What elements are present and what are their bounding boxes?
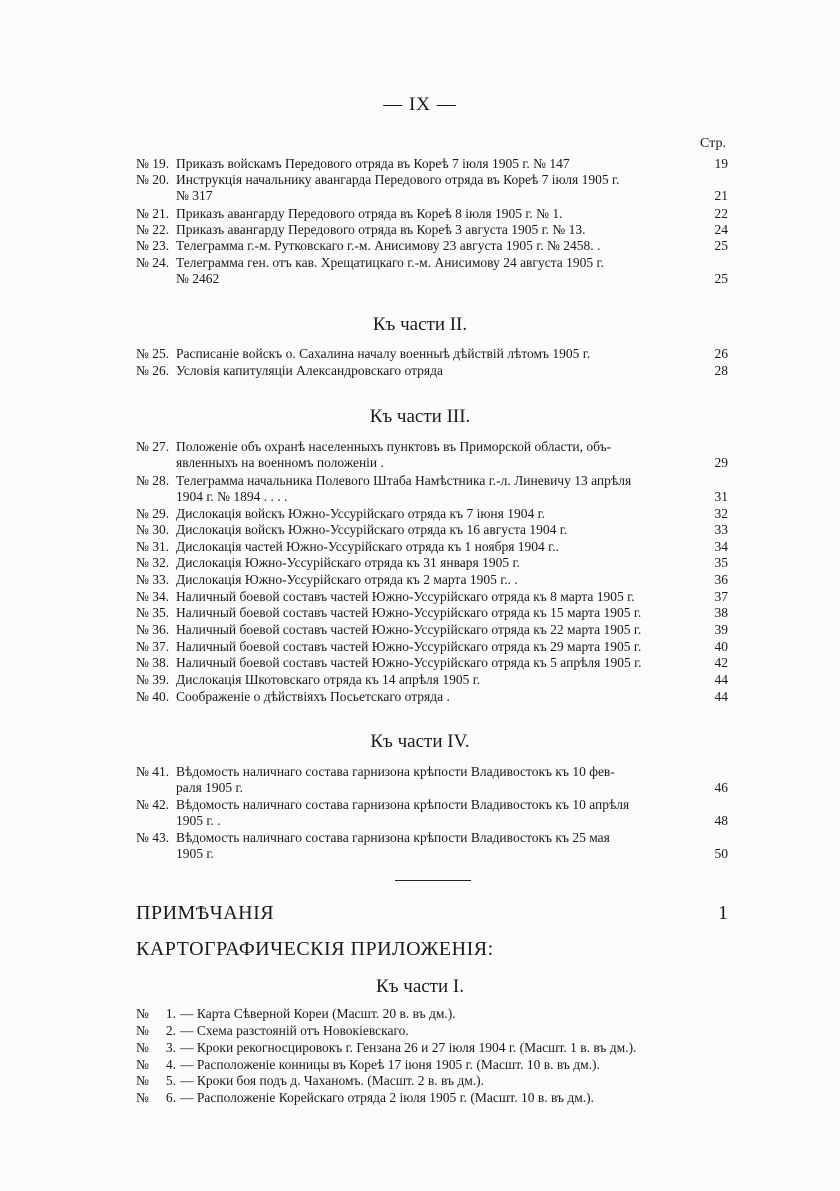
maps-part-i-heading: Къ части I.: [376, 976, 464, 997]
map-number: 5.: [165, 1073, 176, 1088]
entry-number: № 24.: [136, 255, 170, 270]
toc-entry: [136, 797, 728, 828]
toc-entry: [136, 522, 728, 538]
map-title: — Расположеніе Корейскаго отряда 2 іюля 1905 г. (Масшт. 10 в. въ дм.).: [180, 1090, 594, 1105]
entry-page: 19: [714, 156, 728, 171]
map-number-sign: №: [136, 1023, 149, 1038]
entry-page: 25: [714, 238, 728, 253]
entry-number: № 29.: [136, 506, 170, 521]
entry-page: 38: [714, 605, 728, 620]
toc-entry: [136, 255, 728, 286]
map-title: — Кроки боя подъ д. Чаханомъ. (Масшт. 2 в. въ дм.).: [180, 1073, 485, 1088]
toc-entry: [136, 346, 728, 362]
toc-entry: [136, 222, 728, 238]
toc-entry: [136, 473, 728, 504]
entry-number: № 33.: [136, 572, 170, 587]
entry-title: Расписаніе войскъ о. Сахалина началу военныѣ дѣйствій лѣтомъ 1905 г.: [176, 346, 591, 361]
entry-number: № 27.: [136, 439, 170, 454]
map-number-sign: №: [136, 1090, 149, 1105]
entry-title: Наличный боевой составъ частей Южно-Уссурійскаго отряда къ 15 марта 1905 г.: [176, 605, 642, 620]
toc-entry: [136, 439, 728, 470]
page-number: — IX —: [383, 94, 457, 115]
entry-number: № 36.: [136, 622, 170, 637]
map-title: — Схема разстояній отъ Новокіевскаго.: [180, 1023, 409, 1038]
entry-title: Дислокація Южно-Уссурійскаго отряда къ 2 марта 1905 г.. .: [176, 572, 518, 587]
part-ii-heading: Къ части II.: [372, 314, 468, 335]
entry-number: № 31.: [136, 539, 170, 554]
entry-title: Наличный боевой составъ частей Южно-Уссурійскаго отряда къ 22 марта 1905 г.: [176, 622, 642, 637]
entry-title: Телеграмма ген. отъ кав. Хрещатицкаго г.-м. Анисимову 24 августа 1905 г.: [176, 255, 604, 270]
entry-title-cont: № 317: [176, 188, 213, 203]
map-number-sign: №: [136, 1006, 149, 1021]
toc-entry: [136, 238, 728, 254]
entry-title: Приказъ авангарду Передового отряда въ Кореѣ 8 іюля 1905 г. № 1.: [176, 206, 563, 221]
entry-page: 25: [714, 271, 728, 286]
page-column-label: Стр.: [700, 136, 726, 151]
toc-entry: [136, 639, 728, 655]
entry-number: № 37.: [136, 639, 170, 654]
entry-page: 44: [714, 672, 728, 687]
entry-number: № 30.: [136, 522, 170, 537]
entry-page: 50: [714, 846, 728, 861]
entry-title: Вѣдомость наличнаго состава гарнизона крѣпости Владивостокъ къ 10 апрѣля: [176, 797, 630, 812]
toc-entry: [136, 655, 728, 671]
map-number-sign: №: [136, 1073, 149, 1088]
entry-number: № 20.: [136, 172, 170, 187]
entry-title: Телеграмма начальника Полевого Штаба Намѣстника г.-л. Линевичу 13 апрѣля: [176, 473, 632, 488]
entry-title: Инструкція начальнику авангарда Передового отряда въ Кореѣ 7 іюля 1905 г.: [176, 172, 620, 187]
entry-title: Вѣдомость наличнаго состава гарнизона крѣпости Владивостокъ къ 10 фев-: [176, 764, 615, 779]
entry-title-cont: 1904 г. № 1894 . . . .: [176, 489, 288, 504]
toc-entry: [136, 572, 728, 588]
entry-page: 37: [714, 589, 728, 604]
entry-number: № 42.: [136, 797, 170, 812]
entry-page: 22: [714, 206, 728, 221]
toc-entry: [136, 506, 728, 522]
map-number: 2.: [165, 1023, 176, 1038]
entry-page: 33: [714, 522, 728, 537]
entry-page: 28: [714, 363, 728, 378]
entry-number: № 39.: [136, 672, 170, 687]
entry-number: № 23.: [136, 238, 170, 253]
entry-title: Наличный боевой составъ частей Южно-Уссурійскаго отряда къ 29 марта 1905 г.: [176, 639, 642, 654]
toc-entry: [136, 206, 728, 222]
toc-entry: [136, 589, 728, 605]
entry-title-cont: 1905 г.: [176, 846, 214, 861]
entry-number: № 28.: [136, 473, 170, 488]
entry-page: 29: [714, 455, 728, 470]
maps-heading: КАРТОГРАФИЧЕСКІЯ ПРИЛОЖЕНІЯ:: [136, 938, 494, 960]
entry-number: № 38.: [136, 655, 170, 670]
part-iv-heading: Къ части IV.: [370, 731, 470, 752]
entry-title: Приказъ войскамъ Передового отряда въ Кореѣ 7 іюля 1905 г. № 147: [176, 156, 570, 171]
entry-title: Дислокація частей Южно-Уссурійскаго отряда къ 1 ноября 1904 г..: [176, 539, 559, 554]
entry-title: Приказъ авангарду Передового отряда въ Кореѣ 3 августа 1905 г. № 13.: [176, 222, 586, 237]
section-divider: [395, 880, 471, 881]
entry-page: 46: [714, 780, 728, 795]
entry-number: № 22.: [136, 222, 170, 237]
map-title: — Кроки рекогносцировокъ г. Гензана 26 и 27 іюля 1904 г. (Масшт. 1 в. въ дм.).: [180, 1040, 637, 1055]
entry-number: № 40.: [136, 689, 170, 704]
entry-title: Телеграмма г.-м. Рутковскаго г.-м. Анисимову 23 августа 1905 г. № 2458. .: [176, 238, 601, 253]
entry-page: 40: [714, 639, 728, 654]
map-number: 6.: [165, 1090, 176, 1105]
entry-number: № 41.: [136, 764, 170, 779]
entry-title: Дислокація Шкотовскаго отряда къ 14 апрѣля 1905 г.: [176, 672, 481, 687]
entry-title: Наличный боевой составъ частей Южно-Уссурійскаго отряда къ 8 марта 1905 г.: [176, 589, 635, 604]
toc-entry: [136, 539, 728, 555]
entry-title: Положеніе объ охранѣ населенныхъ пунктовъ въ Приморской области, объ-: [176, 439, 612, 454]
entry-number: № 35.: [136, 605, 170, 620]
toc-entry: [136, 172, 728, 203]
notes-page: 1: [718, 902, 728, 924]
entry-page: 34: [714, 539, 728, 554]
entry-page: 32: [714, 506, 728, 521]
entry-title: Дислокація Южно-Уссурійскаго отряда къ 31 января 1905 г.: [176, 555, 520, 570]
notes-heading: ПРИМѢЧАНІЯ: [136, 902, 275, 924]
toc-entry: [136, 830, 728, 861]
entry-title-cont: явленныхъ на военномъ положеніи .: [176, 455, 384, 470]
entry-page: 24: [714, 222, 728, 237]
toc-entry: [136, 156, 728, 172]
entry-page: 39: [714, 622, 728, 637]
map-number: 3.: [165, 1040, 176, 1055]
entry-number: № 21.: [136, 206, 170, 221]
toc-entry: [136, 689, 728, 705]
entry-page: 44: [714, 689, 728, 704]
entry-number: № 26.: [136, 363, 170, 378]
entry-page: 31: [714, 489, 728, 504]
map-number: 4.: [165, 1057, 176, 1072]
entry-page: 36: [714, 572, 728, 587]
entry-title: Дислокація войскъ Южно-Уссурійскаго отряда къ 16 августа 1904 г.: [176, 522, 568, 537]
entry-number: № 43.: [136, 830, 170, 845]
entry-number: № 32.: [136, 555, 170, 570]
entry-number: № 19.: [136, 156, 170, 171]
entry-title: Наличный боевой составъ частей Южно-Уссурійскаго отряда къ 5 апрѣля 1905 г.: [176, 655, 642, 670]
toc-entry: [136, 363, 728, 379]
map-title: — Карта Сѣверной Кореи (Масшт. 20 в. въ дм.).: [180, 1006, 456, 1021]
toc-entry: [136, 672, 728, 688]
entry-page: 35: [714, 555, 728, 570]
entry-title-cont: 1905 г. .: [176, 813, 221, 828]
entry-title-cont: № 2462: [176, 271, 220, 286]
entry-title: Вѣдомость наличнаго состава гарнизона крѣпости Владивостокъ къ 25 мая: [176, 830, 610, 845]
entry-page: 21: [714, 188, 728, 203]
entry-number: № 34.: [136, 589, 170, 604]
toc-entry: [136, 622, 728, 638]
toc-entry: [136, 555, 728, 571]
map-title: — Расположеніе конницы въ Кореѣ 17 іюня 1905 г. (Масшт. 10 в. въ дм.).: [180, 1057, 600, 1072]
entry-page: 48: [714, 813, 728, 828]
entry-title-cont: раля 1905 г.: [176, 780, 243, 795]
map-number-sign: №: [136, 1040, 149, 1055]
part-iii-heading: Къ части III.: [369, 406, 471, 427]
toc-entry: [136, 605, 728, 621]
map-number-sign: №: [136, 1057, 149, 1072]
entry-title: Соображеніе о дѣйствіяхъ Посьетскаго отряда .: [176, 689, 450, 704]
entry-title: Дислокація войскъ Южно-Уссурійскаго отряда къ 7 іюня 1904 г.: [176, 506, 545, 521]
entry-title: Условія капитуляціи Александровскаго отряда: [176, 363, 444, 378]
entry-number: № 25.: [136, 346, 170, 361]
entry-page: 26: [714, 346, 728, 361]
entry-page: 42: [714, 655, 728, 670]
map-number: 1.: [165, 1006, 176, 1021]
toc-entry: [136, 764, 728, 795]
